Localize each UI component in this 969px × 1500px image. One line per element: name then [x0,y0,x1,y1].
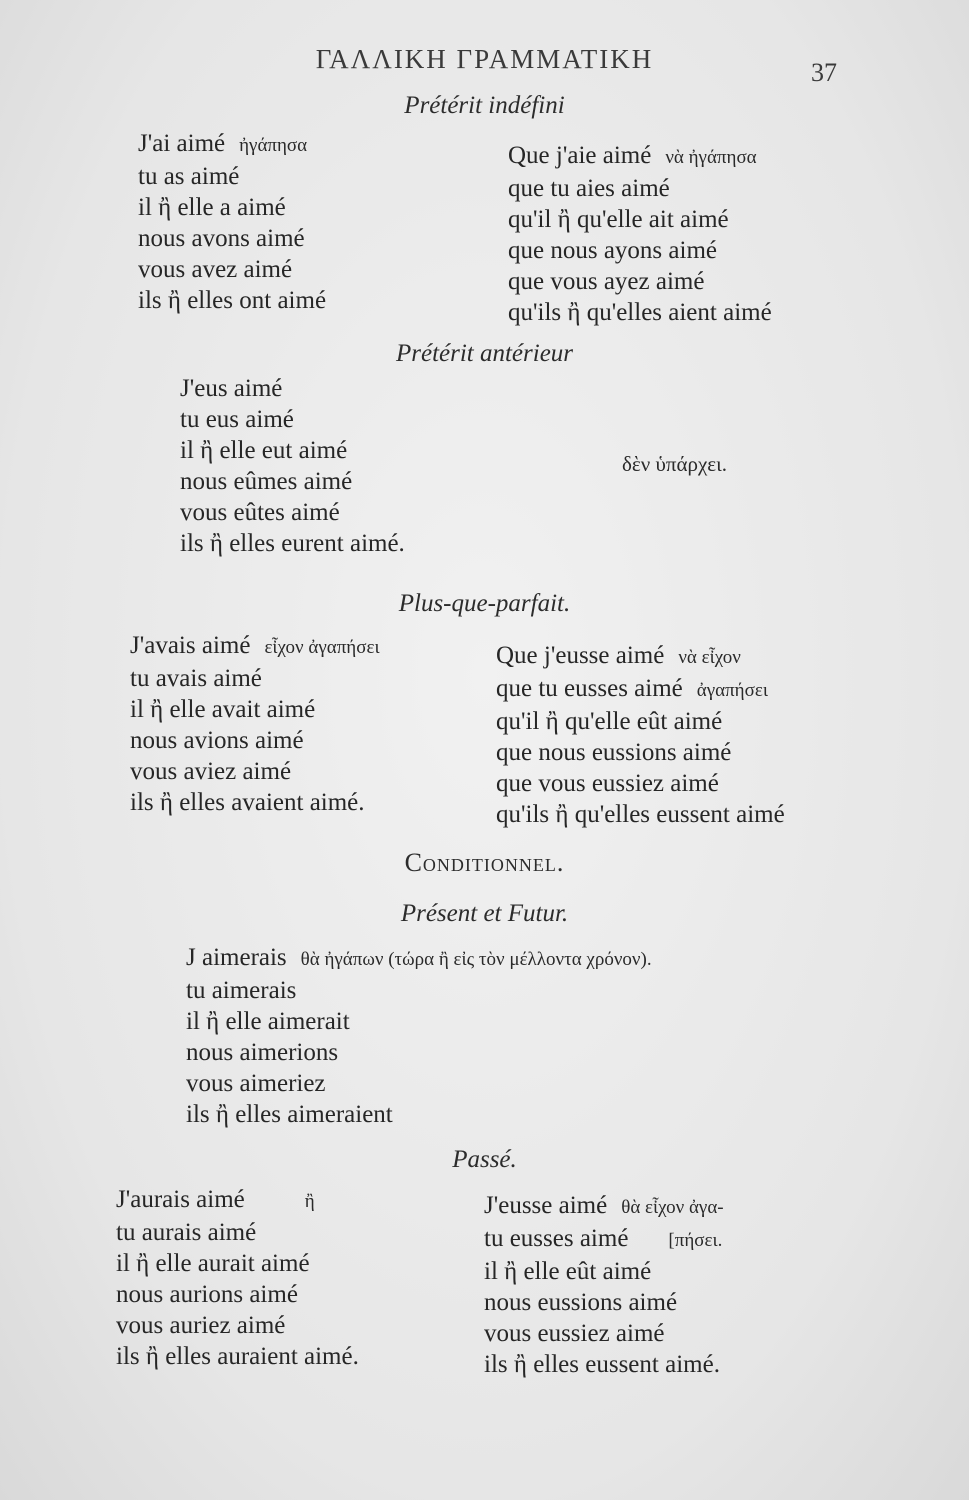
conjugation-line: J'ai aimé ἠγάπησα [138,130,308,157]
conjugation-line: vous avez aimé [138,256,293,283]
conjugation-line: qu'il ἢ qu'elle ait aimé [508,206,729,233]
greek-gloss: ἠγάπησα [239,135,308,156]
conjugation-line: ils ἢ elles ont aimé [138,287,327,314]
conjugation-line: que nous eussions aimé [496,739,732,766]
conjugation-line: nous avions aimé [130,727,304,754]
conjugation-line: il ἢ elle avait aimé [130,696,316,723]
greek-gloss: θὰ εἶχον ἀγα- [621,1197,724,1218]
conjugation-line: que tu eusses aimé ἀγαπήσει [496,675,768,702]
conjugation-line: Que j'eusse aimé νὰ εἶχον [496,642,741,669]
greek-gloss: εἶχον ἀγαπήσει [264,637,380,658]
indicative-column-plus-que-parfait [130,630,380,818]
conjugation-line: vous auriez aimé [116,1312,286,1339]
conjugation-line: J'aurais aimé ἢ [116,1186,315,1213]
greek-gloss: θὰ ἠγάπων (τώρα ἢ εἰς τὸν μέλλοντα χρόνον). [300,949,652,970]
subjunctive-column-preterit-indefini [508,140,772,328]
indicative-column-preterit-anterieur [180,373,405,559]
conjugation-line: nous eussions aimé [484,1289,678,1316]
conjugation-line: tu aurais aimé [116,1219,257,1246]
heading-conditionnel: Conditionnel. [404,848,565,877]
conjugation-line: il ἢ elle aurait aimé [116,1250,310,1277]
conjugation-line: nous aimerions [186,1039,339,1066]
conjugation-line: vous aviez aimé [130,758,292,785]
conjugation-line: il ἢ elle eût aimé [484,1258,652,1285]
conditional-past-column-1 [116,1184,359,1372]
conjugation-line: nous eûmes aimé [180,468,353,495]
heading-preterit-indefini: Prétérit indéfini [404,92,565,119]
conjugation-line: J'eusse aimé θὰ εἶχον ἀγα- [484,1192,724,1219]
heading-passe: Passé. [452,1146,517,1173]
conjugation-line: qu'ils ἢ qu'elles aient aimé [508,299,772,326]
conjugation-line: J'eus aimé [180,375,283,402]
conjugation-line: vous eûtes aimé [180,499,340,526]
heading-present-et-futur: Présent et Futur. [400,900,569,927]
conjugation-line: il ἢ elle eut aimé [180,437,348,464]
greek-gloss: νὰ εἶχον [678,647,741,668]
conjugation-line: que nous ayons aimé [508,237,717,264]
page-number: 37 [811,58,837,87]
heading-preterit-anterieur: Prétérit antérieur [395,340,574,367]
no-subjunctive-note: δὲν ὑπάρχει. [622,452,727,476]
conjugation-line: J aimerais θὰ ἠγάπων (τώρα ἢ εἰς τὸν μέλλοντα χρόνον). [186,944,652,971]
subjunctive-column-plus-que-parfait [496,640,785,830]
conjugation-line: vous aimeriez [186,1070,326,1097]
greek-gloss: νὰ ἠγάπησα [665,147,757,168]
conjugation-line: ils ἢ elles eussent aimé. [484,1351,720,1378]
conjugation-line: que vous eussiez aimé [496,770,719,797]
running-header: ΓΑΛΛΙΚΗ ΓΡΑΜΜΑΤΙΚΗ [315,44,654,74]
conjugation-line: vous eussiez aimé [484,1320,665,1347]
conjugation-line: tu eusses aimé [πήσει. [484,1225,723,1252]
greek-gloss: [πήσει. [668,1230,723,1251]
conjugation-line: nous avons aimé [138,225,305,252]
conjugation-line: ils ἢ elles auraient aimé. [116,1343,359,1370]
conjugation-line: nous aurions aimé [116,1281,298,1308]
conjugation-line: tu eus aimé [180,406,294,433]
conjugation-line: il ἢ elle a aimé [138,194,286,221]
conditional-present-column [186,942,652,1130]
conjugation-line: tu as aimé [138,163,240,190]
conjugation-line: que vous ayez aimé [508,268,705,295]
conjugation-line: tu avais aimé [130,665,262,692]
conjugation-line: Que j'aie aimé νὰ ἠγάπησα [508,142,757,169]
conjugation-line: ils ἢ elles aimeraient [186,1101,393,1128]
conjugation-line: ils ἢ elles eurent aimé. [180,530,405,557]
conjugation-line: qu'il ἢ qu'elle eût aimé [496,708,723,735]
greek-gloss: ἢ [304,1191,315,1212]
conjugation-line: J'avais aimé εἶχον ἀγαπήσει [130,632,380,659]
conjugation-line: ils ἢ elles avaient aimé. [130,789,365,816]
conjugation-line: tu aimerais [186,977,297,1004]
conjugation-line: que tu aies aimé [508,175,670,202]
indicative-column-preterit-indefini [138,128,326,316]
heading-plus-que-parfait: Plus-que-parfait. [398,590,571,617]
conjugation-line: qu'ils ἢ qu'elles eussent aimé [496,801,785,828]
conditional-past-column-2 [484,1190,724,1380]
greek-gloss: ἀγαπήσει [696,680,768,701]
conjugation-line: il ἢ elle aimerait [186,1008,350,1035]
